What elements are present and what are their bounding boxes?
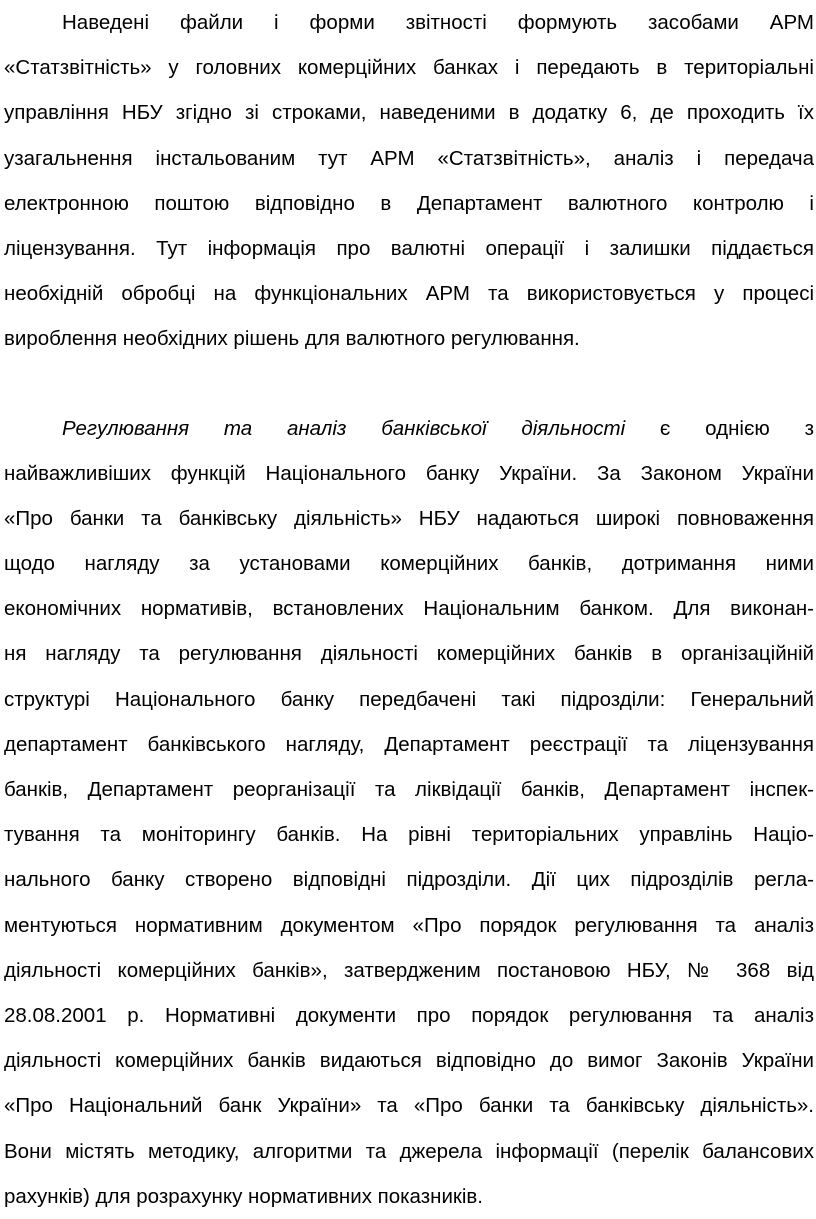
text-span: є однією з xyxy=(625,416,814,440)
text-line: департамент банківського нагляду, Департамент реєстрації та ліцензування xyxy=(4,732,814,756)
text-line: структурі Національного банку передбачені такі підрозділи: Генеральний xyxy=(4,687,814,711)
text-line: Наведені файли і форми звітності формують засобами АРМ xyxy=(62,11,814,34)
text-line: нального банку створено відповідні підрозділи. Дії цих підрозділів регла- xyxy=(4,868,814,892)
text-line: щодо нагляду за установами комерційних банків, дотримання ними xyxy=(4,552,814,576)
text-line: управління НБУ згідно зі строками, наведеними в додатку 6, де проходить їх xyxy=(4,101,814,125)
text-line: ня нагляду та регулювання діяльності комерційних банків в організаційній xyxy=(4,642,814,666)
text-line-first xyxy=(4,406,814,451)
text-line: 28.08.2001 р. Нормативні документи про порядок регулювання та аналіз xyxy=(4,1003,814,1027)
italic-term: Регулювання та аналіз банківської діяльності xyxy=(62,416,626,440)
text-line: економічних нормативів, встановлених Національним банком. Для виконан- xyxy=(4,597,814,621)
paragraph-2 xyxy=(4,406,814,1219)
text-line: «Про Національний банк України» та «Про банки та банківську діяльність». xyxy=(4,1094,814,1118)
text-line: Вони містять методику, алгоритми та джерела інформації (перелік балансових xyxy=(4,1139,814,1163)
text-line: необхідній обробці на функціональних АРМ та використовується у процесі xyxy=(4,282,814,306)
text-line: «Статзвітність» у головних комерційних банках і передають в територіальні xyxy=(4,56,814,80)
paragraph-1 xyxy=(4,0,814,362)
text-line: рахунків) для розрахунку нормативних показників. xyxy=(4,1184,484,1208)
text-line: «Про банки та банківську діяльність» НБУ надаються широкі повноваження xyxy=(4,506,814,530)
text-line: найважливіших функцій Національного банку України. За Законом України xyxy=(4,461,814,485)
text-line: електронною поштою відповідно в Департамент валютного контролю і xyxy=(4,191,814,215)
text-line: тування та моніторингу банків. На рівні територіальних управлінь Націо- xyxy=(4,823,814,847)
text-line: ментуються нормативним документом «Про порядок регулювання та аналіз xyxy=(4,913,814,937)
text-line: діяльності комерційних банків», затвердженим постановою НБУ, № 368 від xyxy=(4,958,814,982)
text-line: вироблення необхідних рішень для валютного регулювання. xyxy=(4,327,580,351)
document-page xyxy=(4,0,814,1219)
text-line: ліцензування. Тут інформація про валютні операції і залишки піддається xyxy=(4,236,814,260)
text-line: узагальнення інстальованим тут АРМ «Статзвітність», аналіз і передача xyxy=(4,146,814,170)
text-line: діяльності комерційних банків видаються відповідно до вимог Законів України xyxy=(4,1049,814,1073)
text-line: банків, Департамент реорганізації та ліквідації банків, Департамент інспек- xyxy=(4,778,814,801)
paragraph-gap xyxy=(4,362,814,406)
